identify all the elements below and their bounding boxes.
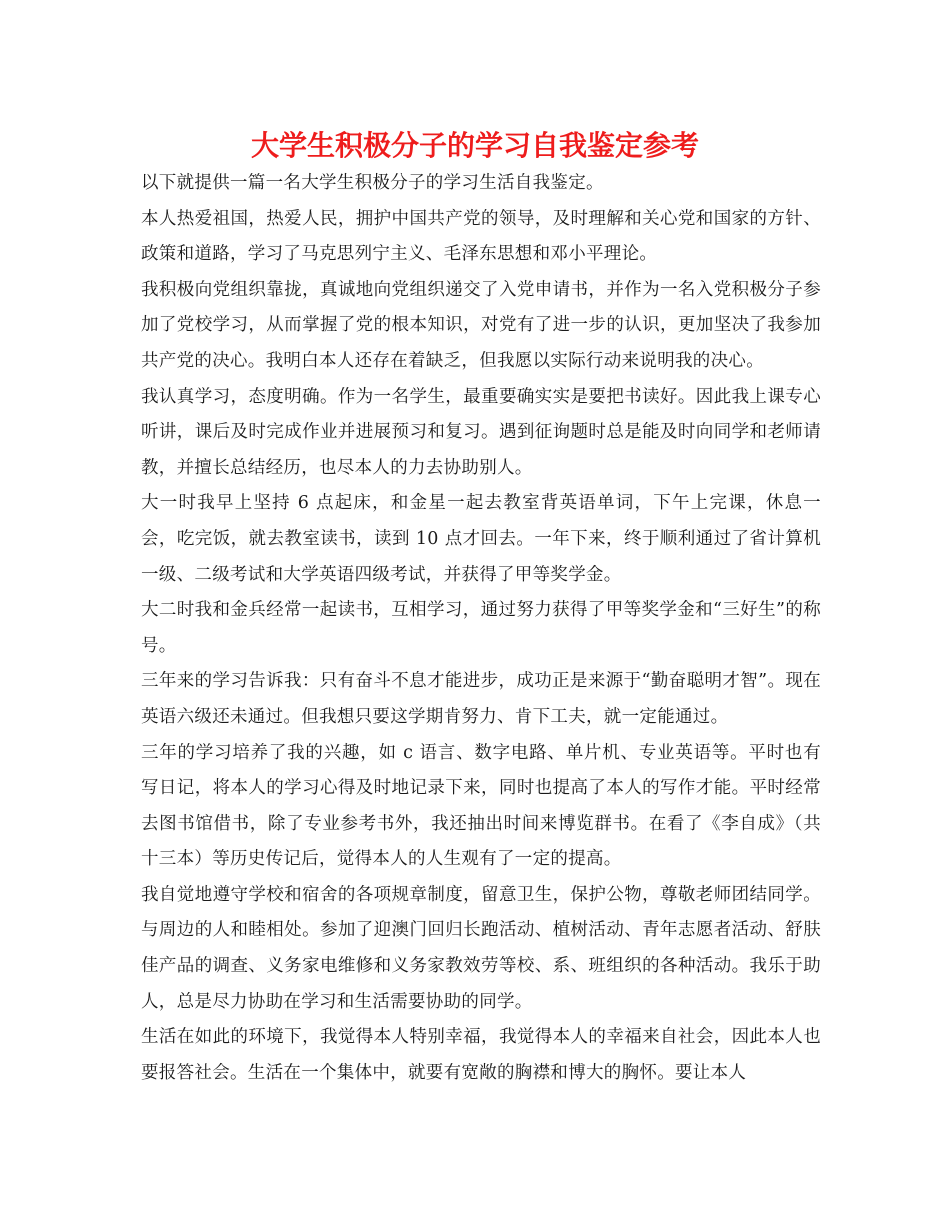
paragraph: 大一时我早上坚持 6 点起床，和金星一起去教室背英语单词，下午上完课，休息一会，吃完饭，就去教室读书，读到 10 点才回去。一年下来，终于顺利通过了省计算机一级、二级考试和大学英语四级考试，并获得了甲等奖学金。	[141, 493, 821, 585]
paragraph: 三年来的学习告诉我：只有奋斗不息才能进步，成功正是来源于“勤奋聪明才智”。现在英语六级还未通过。但我想只要这学期肯努力、肯下工夫，就一定能通过。	[141, 671, 821, 727]
paragraph: 本人热爱祖国，热爱人民，拥护中国共产党的领导，及时理解和关心党和国家的方针、政策和道路，学习了马克思列宁主义、毛泽东思想和邓小平理论。	[141, 208, 821, 265]
paragraph: 我认真学习，态度明确。作为一名学生，最重要确实实是要把书读好。因此我上课专心听讲，课后及时完成作业并进展预习和复习。遇到征询题时总是能及时向同学和老师请教，并擅长总结经历，也尽本人的力去协助别人。	[141, 386, 821, 478]
paragraph: 以下就提供一篇一名大学生积极分子的学习生活自我鉴定。	[141, 173, 604, 193]
paragraph: 大二时我和金兵经常一起读书，互相学习，通过努力获得了甲等奖学金和“三好生”的称号。	[141, 600, 821, 656]
paragraph: 生活在如此的环境下，我觉得本人特别幸福，我觉得本人的幸福来自社会，因此本人也要报答社会。生活在一个集体中，就要有宽敞的胸襟和博大的胸怀。要让本人	[141, 1027, 821, 1083]
paragraph: 我自觉地遵守学校和宿舍的各项规章制度，留意卫生，保护公物，尊敬老师团结同学。与周边的人和睦相处。参加了迎澳门回归长跑活动、植树活动、青年志愿者活动、舒肤佳产品的调查、义务家电维修和义务家教效劳等校、系、班组织的各种活动。我乐于助人，总是尽力协助在学习和生活需要协助的同学。	[141, 884, 821, 1012]
paragraph: 三年的学习培养了我的兴趣，如 c 语言、数字电路、单片机、专业英语等。平时也有写日记，将本人的学习心得及时地记录下来，同时也提高了本人的写作才能。平时经常去图书馆借书，除了专业参考书外，我还抽出时间来博览群书。在看了《李自成》（共十三本）等历史传记后，觉得本人的人生观有了一定的提高。	[141, 742, 821, 870]
paragraph: 我积极向党组织靠拢，真诚地向党组织递交了入党申请书，并作为一名入党积极分子参加了党校学习，从而掌握了党的根本知识，对党有了进一步的认识，更加坚决了我参加共产党的决心。我明白本人还存在着缺乏，但我愿以实际行动来说明我的决心。	[141, 279, 821, 371]
document-title: 大学生积极分子的学习自我鉴定参考	[250, 129, 699, 162]
document-body	[141, 166, 821, 1091]
